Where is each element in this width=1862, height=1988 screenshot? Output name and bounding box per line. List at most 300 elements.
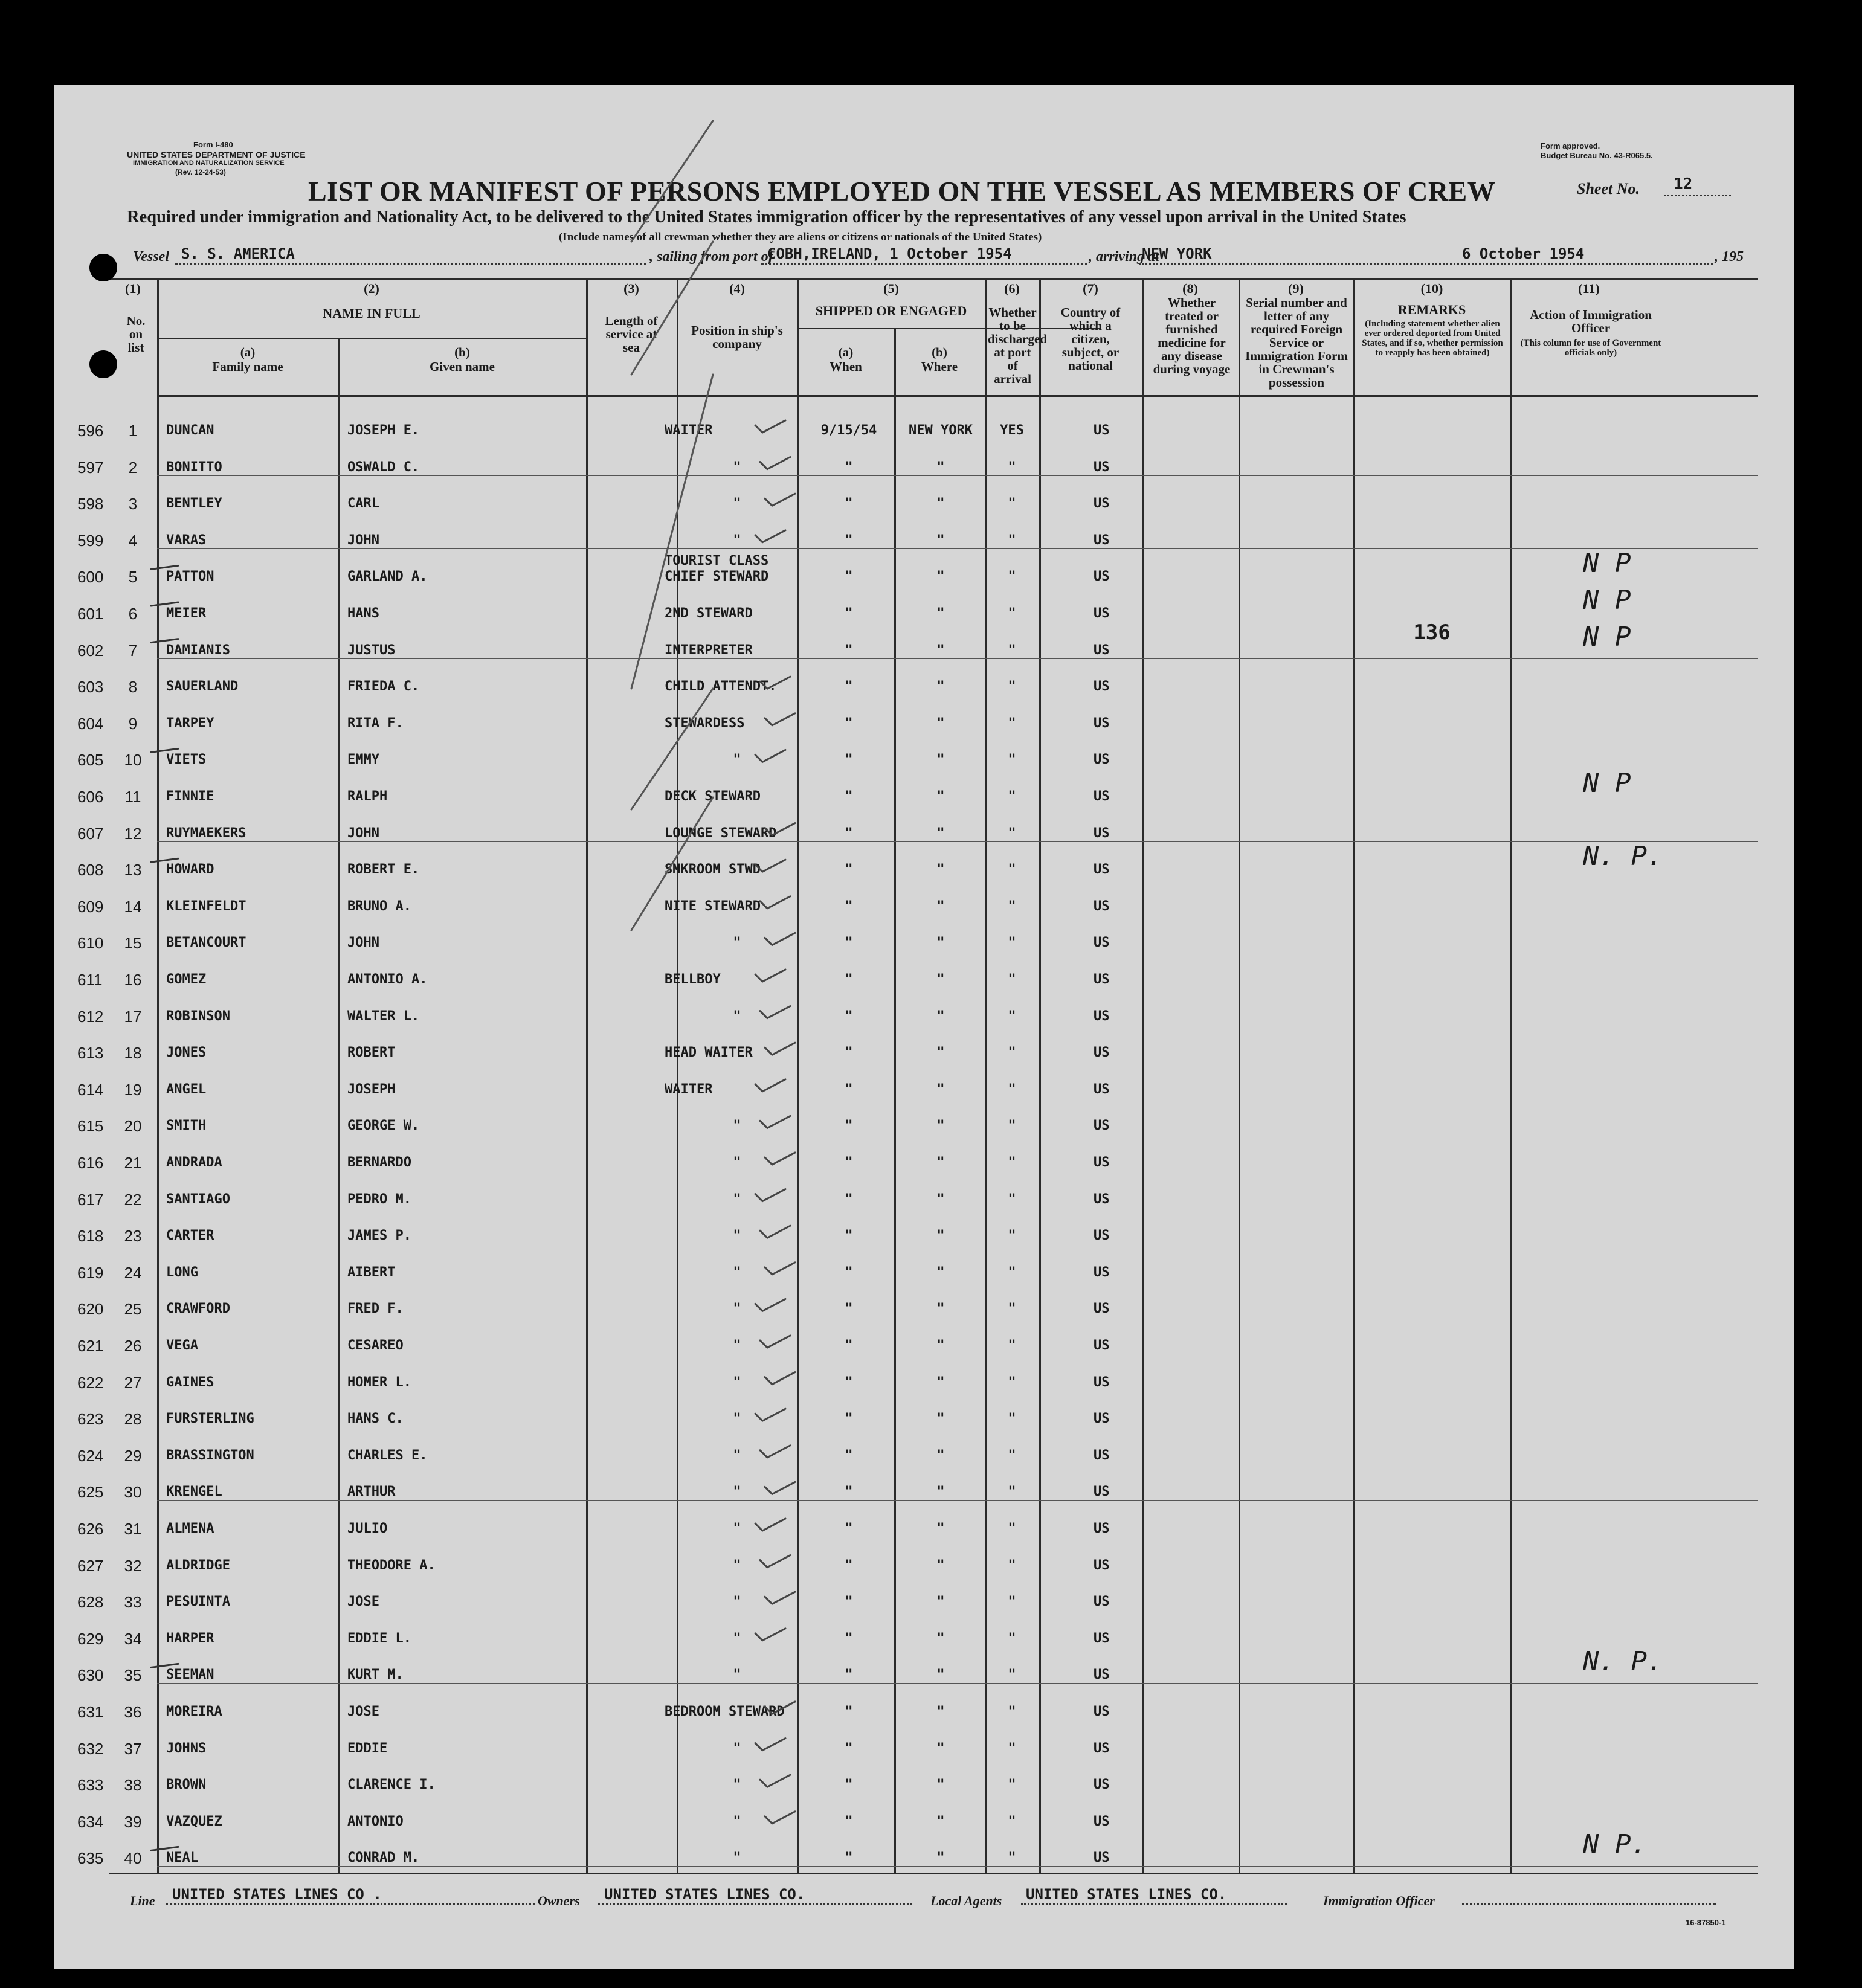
discharged-cell: " — [1008, 1557, 1016, 1573]
given-name-cell: OSWALD C. — [347, 459, 420, 475]
agents-value: UNITED STATES LINES CO. — [1026, 1886, 1227, 1903]
position-cell: " — [733, 1557, 741, 1573]
form-title: LIST OR MANIFEST OF PERSONS EMPLOYED ON THE VESSEL AS MEMBERS OF CREW — [308, 176, 1496, 207]
shipped-where-cell: " — [936, 1594, 945, 1610]
discharged-cell: YES — [1000, 423, 1024, 438]
shipped-when-cell: " — [845, 1813, 853, 1829]
position-cell: " — [733, 1667, 741, 1683]
shipped-when-cell: " — [845, 1850, 853, 1866]
row-divider — [157, 548, 1758, 549]
position-cell: " — [733, 1521, 741, 1536]
row-sequence-number: 624 — [77, 1446, 104, 1465]
country-cell: US — [1094, 1081, 1110, 1097]
row-list-number: 2 — [128, 458, 138, 477]
row-sequence-number: 635 — [77, 1849, 104, 1868]
shipped-where-cell: " — [936, 1411, 945, 1427]
discharged-cell: " — [1008, 1191, 1016, 1207]
row-sequence-number: 616 — [77, 1154, 104, 1172]
country-cell: US — [1094, 789, 1110, 804]
country-cell: US — [1094, 1008, 1110, 1024]
row-sequence-number: 622 — [77, 1373, 104, 1392]
row-divider — [157, 1866, 1758, 1867]
shipped-when-cell: " — [845, 1704, 853, 1719]
country-cell: US — [1094, 972, 1110, 987]
family-name-cell: NEAL — [166, 1850, 198, 1866]
country-cell: US — [1094, 825, 1110, 841]
col4-header: Position in ship's company — [691, 323, 783, 351]
country-cell: US — [1094, 423, 1110, 438]
family-name-cell: PESUINTA — [166, 1594, 230, 1610]
position-cell: 2ND STEWARD — [665, 606, 753, 621]
family-name-cell: BROWN — [166, 1777, 207, 1793]
row-divider — [157, 1683, 1758, 1684]
row-list-number: 28 — [124, 1410, 142, 1429]
form-note: (Include names of all crewman whether they are aliens or citizens or nationals of the United States) — [559, 231, 1042, 243]
shipped-where-cell: " — [936, 1228, 945, 1244]
discharged-cell: " — [1008, 1813, 1016, 1829]
col-divider-8 — [1239, 278, 1240, 1873]
shipped-when-cell: " — [845, 789, 853, 804]
family-name-cell: BRASSINGTON — [166, 1447, 254, 1463]
row-sequence-number: 606 — [77, 788, 104, 806]
discharged-cell: " — [1008, 1118, 1016, 1134]
row-sequence-number: 627 — [77, 1556, 104, 1575]
position-cell: STEWARDESS — [665, 715, 745, 731]
given-name-cell: CESAREO — [347, 1338, 404, 1353]
department: UNITED STATES DEPARTMENT OF JUSTICE — [127, 150, 306, 159]
row-list-number: 40 — [124, 1849, 142, 1868]
col5b-letter: (b) — [932, 345, 947, 359]
row-sequence-number: 597 — [77, 458, 104, 477]
given-name-cell: FRED F. — [347, 1301, 404, 1317]
family-name-cell: ANGEL — [166, 1081, 207, 1097]
given-name-cell: ARTHUR — [347, 1484, 396, 1500]
family-name-cell: LONG — [166, 1264, 198, 1280]
shipped-where-cell: " — [936, 1118, 945, 1134]
family-name-cell: BENTLEY — [166, 496, 222, 512]
shipped-where-cell: " — [936, 1374, 945, 1390]
officer-action-cell: N P. — [1583, 1829, 1647, 1861]
shipped-where-cell: " — [936, 1704, 945, 1719]
shipped-where-cell: " — [936, 459, 945, 475]
given-name-cell: EDDIE L. — [347, 1630, 411, 1646]
shipped-when-cell: " — [845, 569, 853, 585]
country-cell: US — [1094, 1557, 1110, 1573]
position-cell: " — [733, 1447, 741, 1463]
shipped-where-cell: " — [936, 1850, 945, 1866]
given-name-cell: JOHN — [347, 532, 379, 548]
col5b-header: Where — [921, 359, 958, 374]
shipped-where-cell: " — [936, 532, 945, 548]
col-divider-7 — [1142, 278, 1144, 1873]
officer-action-cell: N P — [1583, 768, 1631, 799]
shipped-where-cell: " — [936, 1008, 945, 1024]
discharged-cell: " — [1008, 752, 1016, 768]
country-cell: US — [1094, 1704, 1110, 1719]
family-name-cell: BONITTO — [166, 459, 222, 475]
shipped-where-cell: " — [936, 1557, 945, 1573]
col11-header: Action of Immigration Officer — [1530, 307, 1652, 335]
row-sequence-number: 617 — [77, 1190, 104, 1209]
arrival-underline — [1139, 263, 1713, 265]
row-sequence-number: 634 — [77, 1812, 104, 1831]
discharged-cell: " — [1008, 459, 1016, 475]
given-name-cell: CARL — [347, 496, 379, 512]
given-name-cell: RITA F. — [347, 715, 404, 731]
shipped-when-cell: " — [845, 715, 853, 731]
discharged-cell: " — [1008, 1374, 1016, 1390]
row-list-number: 8 — [128, 678, 138, 696]
row-divider — [157, 1500, 1758, 1501]
shipped-when-cell: " — [845, 606, 853, 621]
shipped-where-cell: " — [936, 1081, 945, 1097]
discharged-cell: " — [1008, 532, 1016, 548]
shipped-when-cell: " — [845, 1594, 853, 1610]
col-divider-6 — [1039, 278, 1041, 1873]
officer-label: Immigration Officer — [1323, 1893, 1435, 1908]
discharged-cell: " — [1008, 1521, 1016, 1536]
discharged-cell: " — [1008, 825, 1016, 841]
row-list-number: 20 — [124, 1117, 142, 1136]
shipped-where-cell: " — [936, 972, 945, 987]
family-name-cell: SAUERLAND — [166, 679, 239, 695]
sheet-label: Sheet No. — [1577, 180, 1640, 198]
col2a-header: Family name — [212, 359, 283, 374]
row-sequence-number: 618 — [77, 1227, 104, 1246]
col7-header: Country of which a citizen, subject, or national — [1060, 305, 1121, 373]
shipped-when-cell: " — [845, 1338, 853, 1353]
col2-number: (2) — [364, 281, 379, 296]
row-sequence-number: 615 — [77, 1117, 104, 1136]
col6-header: Whether to be discharged at port of arrival — [988, 305, 1048, 386]
col8-number: (8) — [1182, 281, 1198, 296]
given-name-cell: JOSE — [347, 1704, 379, 1719]
col5-header: SHIPPED OR ENGAGED — [815, 303, 967, 318]
port-underline — [761, 263, 1087, 265]
discharged-cell: " — [1008, 1155, 1016, 1170]
row-divider — [157, 841, 1758, 842]
discharged-cell: " — [1008, 715, 1016, 731]
shipped-where-cell: " — [936, 1667, 945, 1683]
row-sequence-number: 604 — [77, 714, 104, 733]
shipped-when-cell: " — [845, 1191, 853, 1207]
port-of-sailing: COBH,IRELAND, 1 October 1954 — [767, 245, 1012, 262]
given-name-cell: JOSEPH E. — [347, 423, 420, 438]
shipped-when-cell: " — [845, 898, 853, 914]
row-sequence-number: 598 — [77, 495, 104, 513]
discharged-cell: " — [1008, 496, 1016, 512]
col-divider-10 — [1510, 278, 1512, 1873]
shipped-when-cell: " — [845, 1264, 853, 1280]
shipped-when-cell: " — [845, 1301, 853, 1317]
discharged-cell: " — [1008, 1704, 1016, 1719]
family-name-cell: SEEMAN — [166, 1667, 214, 1683]
given-name-cell: RALPH — [347, 789, 388, 804]
position-cell: " — [733, 1155, 741, 1170]
row-list-number: 1 — [128, 422, 138, 440]
given-name-cell: HANS — [347, 606, 379, 621]
position-cell: " — [733, 459, 741, 475]
given-name-cell: EDDIE — [347, 1740, 388, 1756]
line-value: UNITED STATES LINES CO . — [172, 1886, 382, 1903]
discharged-cell: " — [1008, 569, 1016, 585]
discharged-cell: " — [1008, 1338, 1016, 1353]
position-cell: LOUNGE STEWARD — [665, 825, 777, 841]
position-cell: WAITER — [665, 1081, 713, 1097]
shipped-when-cell: " — [845, 1667, 853, 1683]
row-list-number: 11 — [124, 788, 141, 806]
owners-value: UNITED STATES LINES CO. — [604, 1886, 805, 1903]
shipped-when-cell: " — [845, 1521, 853, 1536]
col6-number: (6) — [1004, 281, 1020, 296]
family-name-cell: SANTIAGO — [166, 1191, 230, 1207]
shipped-where-cell: " — [936, 569, 945, 585]
country-cell: US — [1094, 1521, 1110, 1536]
family-name-cell: ROBINSON — [166, 1008, 230, 1024]
country-cell: US — [1094, 1411, 1110, 1427]
shipped-when-cell: " — [845, 1411, 853, 1427]
family-name-cell: BETANCOURT — [166, 935, 246, 951]
shipped-when-cell: " — [845, 1081, 853, 1097]
position-cell: " — [733, 1484, 741, 1500]
shipped-when-cell: " — [845, 862, 853, 878]
row-sequence-number: 608 — [77, 861, 104, 880]
row-sequence-number: 626 — [77, 1520, 104, 1538]
country-cell: US — [1094, 1667, 1110, 1683]
shipped-when-cell: " — [845, 752, 853, 768]
position-cell: NITE STEWARD — [665, 898, 761, 914]
shipped-where-cell: " — [936, 935, 945, 951]
col5-number: (5) — [883, 281, 899, 296]
family-name-cell: FINNIE — [166, 789, 214, 804]
country-cell: US — [1094, 1045, 1110, 1061]
discharged-cell: " — [1008, 972, 1016, 987]
col3-header: Length of service at sea — [605, 314, 658, 355]
officer-action-cell: N P — [1583, 548, 1631, 579]
row-list-number: 19 — [124, 1080, 142, 1099]
country-cell: US — [1094, 752, 1110, 768]
family-name-cell: DUNCAN — [166, 423, 214, 438]
row-list-number: 10 — [124, 751, 142, 770]
position-cell: HEAD WAITER — [665, 1045, 753, 1061]
row-list-number: 38 — [124, 1776, 142, 1795]
country-cell: US — [1094, 1813, 1110, 1829]
family-name-cell: JOHNS — [166, 1740, 207, 1756]
country-cell: US — [1094, 679, 1110, 695]
family-name-cell: SMITH — [166, 1118, 207, 1134]
discharged-cell: " — [1008, 1740, 1016, 1756]
shipped-when-cell: " — [845, 972, 853, 987]
position-cell: BEDROOM STEWARD — [665, 1704, 785, 1719]
shipped-when-cell: " — [845, 935, 853, 951]
given-name-cell: JAMES P. — [347, 1228, 411, 1244]
given-name-cell: FRIEDA C. — [347, 679, 420, 695]
table-bottom-border — [109, 1873, 1758, 1874]
row-list-number: 9 — [128, 714, 138, 733]
form-approval: Form approved. — [1541, 141, 1600, 150]
shipped-where-cell: " — [936, 1301, 945, 1317]
col1-header: No. on list — [126, 314, 146, 355]
row-sequence-number: 596 — [77, 422, 104, 440]
sheet-number: 12 — [1674, 175, 1693, 193]
officer-action-cell: N. P. — [1583, 1646, 1663, 1678]
discharged-cell: " — [1008, 1228, 1016, 1244]
family-name-cell: JONES — [166, 1045, 207, 1061]
row-list-number: 18 — [124, 1044, 142, 1063]
year-suffix: , 195 — [1715, 249, 1744, 265]
col-divider-2a — [338, 338, 340, 1873]
shipped-where-cell: NEW YORK — [909, 423, 973, 438]
discharged-cell: " — [1008, 1447, 1016, 1463]
shipped-where-cell: " — [936, 862, 945, 878]
col-divider-9 — [1353, 278, 1355, 1873]
given-name-cell: ANTONIO — [347, 1813, 404, 1829]
row-list-number: 4 — [128, 531, 138, 550]
col9-number: (9) — [1288, 281, 1304, 296]
row-sequence-number: 610 — [77, 934, 104, 953]
country-cell: US — [1094, 1374, 1110, 1390]
position-cell: WAITER — [665, 423, 713, 438]
form-number: Form I-480 — [193, 140, 233, 149]
given-name-cell: GARLAND A. — [347, 569, 428, 585]
row-divider — [157, 475, 1758, 476]
shipped-where-cell: " — [936, 825, 945, 841]
row-list-number: 15 — [124, 934, 142, 953]
row-list-number: 36 — [124, 1703, 142, 1721]
shipped-when-cell: " — [845, 642, 853, 658]
row-list-number: 35 — [124, 1666, 142, 1685]
print-code: 16-87850-1 — [1686, 1918, 1726, 1927]
discharged-cell: " — [1008, 1630, 1016, 1646]
row-list-number: 25 — [124, 1300, 142, 1319]
row-sequence-number: 609 — [77, 897, 104, 916]
arriving-label: , arriving at — [1089, 249, 1159, 265]
country-cell: US — [1094, 532, 1110, 548]
country-cell: US — [1094, 1301, 1110, 1317]
shipped-when-cell: " — [845, 1374, 853, 1390]
country-cell: US — [1094, 569, 1110, 585]
remarks-cell: 136 — [1413, 620, 1451, 645]
family-name-cell: HOWARD — [166, 862, 214, 878]
country-cell: US — [1094, 1228, 1110, 1244]
shipped-when-cell: " — [845, 1484, 853, 1500]
manifest-sheet — [54, 85, 1794, 1969]
position-cell: " — [733, 1374, 741, 1390]
shipped-where-cell: " — [936, 715, 945, 731]
position-cell: BELLBOY — [665, 972, 721, 987]
position-cell: CHILD ATTENDT. — [665, 679, 777, 695]
row-list-number: 37 — [124, 1739, 142, 1758]
given-name-cell: HANS C. — [347, 1411, 404, 1427]
col2-header: NAME IN FULL — [323, 306, 420, 321]
shipped-where-cell: " — [936, 789, 945, 804]
officer-action-cell: N. P. — [1583, 841, 1663, 872]
row-sequence-number: 607 — [77, 824, 104, 843]
revision: (Rev. 12-24-53) — [175, 168, 226, 176]
country-cell: US — [1094, 1740, 1110, 1756]
row-list-number: 13 — [124, 861, 142, 880]
sailing-label: , sailing from port of — [649, 249, 773, 265]
col9-header: Serial number and letter of any required Foreign Service or Immigration Form in Crewman's possession — [1245, 295, 1348, 390]
shipped-where-cell: " — [936, 1045, 945, 1061]
shipped-when-cell: " — [845, 496, 853, 512]
row-list-number: 29 — [124, 1446, 142, 1465]
given-name-cell: WALTER L. — [347, 1008, 420, 1024]
discharged-cell: " — [1008, 1008, 1016, 1024]
position-cell: " — [733, 1008, 741, 1024]
family-name-cell: PATTON — [166, 569, 214, 585]
shipped-where-cell: " — [936, 642, 945, 658]
given-name-cell: GEORGE W. — [347, 1118, 420, 1134]
family-name-cell: FURSTERLING — [166, 1411, 254, 1427]
family-name-cell: VARAS — [166, 532, 207, 548]
row-sequence-number: 614 — [77, 1080, 104, 1099]
family-name-cell: GAINES — [166, 1374, 214, 1390]
row-divider — [157, 658, 1758, 659]
position-cell: " — [733, 1850, 741, 1866]
country-cell: US — [1094, 1777, 1110, 1793]
col-divider-1 — [157, 278, 159, 1873]
shipped-when-cell: " — [845, 1045, 853, 1061]
row-sequence-number: 623 — [77, 1410, 104, 1429]
shipped-when-cell: " — [845, 1630, 853, 1646]
discharged-cell: " — [1008, 1594, 1016, 1610]
country-cell: US — [1094, 1630, 1110, 1646]
discharged-cell: " — [1008, 1484, 1016, 1500]
given-name-cell: JOHN — [347, 935, 379, 951]
officer-underline — [1462, 1903, 1716, 1905]
col8-header: Whether treated or furnished medicine for any disease during voyage — [1153, 295, 1231, 376]
line-underline — [166, 1903, 535, 1905]
given-name-cell: HOMER L. — [347, 1374, 411, 1390]
vessel-label: Vessel — [133, 249, 169, 265]
shipped-where-cell: " — [936, 1155, 945, 1170]
given-name-cell: JOSE — [347, 1594, 379, 1610]
row-list-number: 7 — [128, 641, 138, 660]
discharged-cell: " — [1008, 862, 1016, 878]
given-name-cell: ANTONIO A. — [347, 972, 428, 987]
row-sequence-number: 603 — [77, 678, 104, 696]
shipped-where-cell: " — [936, 679, 945, 695]
row-sequence-number: 632 — [77, 1739, 104, 1758]
shipped-where-cell: " — [936, 898, 945, 914]
shipped-where-cell: " — [936, 1521, 945, 1536]
shipped-when-cell: " — [845, 1228, 853, 1244]
col2b-header: Given name — [430, 359, 495, 374]
given-name-cell: AIBERT — [347, 1264, 396, 1280]
family-name-cell: HARPER — [166, 1630, 214, 1646]
col1-number: (1) — [125, 281, 141, 296]
family-name-cell: VEGA — [166, 1338, 198, 1353]
discharged-cell: " — [1008, 1301, 1016, 1317]
country-cell: US — [1094, 1447, 1110, 1463]
shipped-where-cell: " — [936, 1740, 945, 1756]
row-list-number: 3 — [128, 495, 138, 513]
shipped-when-cell: " — [845, 825, 853, 841]
given-name-cell: JULIO — [347, 1521, 388, 1536]
shipped-where-cell: " — [936, 1777, 945, 1793]
family-name-cell: MEIER — [166, 606, 207, 621]
punch-hole — [89, 350, 117, 378]
vessel-underline — [175, 263, 646, 265]
shipped-when-cell: " — [845, 1447, 853, 1463]
country-cell: US — [1094, 1191, 1110, 1207]
row-list-number: 26 — [124, 1337, 142, 1355]
position-cell: " — [733, 1301, 741, 1317]
budget-number: Budget Bureau No. 43-R065.5. — [1541, 151, 1653, 160]
discharged-cell: " — [1008, 1264, 1016, 1280]
row-sequence-number: 601 — [77, 605, 104, 623]
